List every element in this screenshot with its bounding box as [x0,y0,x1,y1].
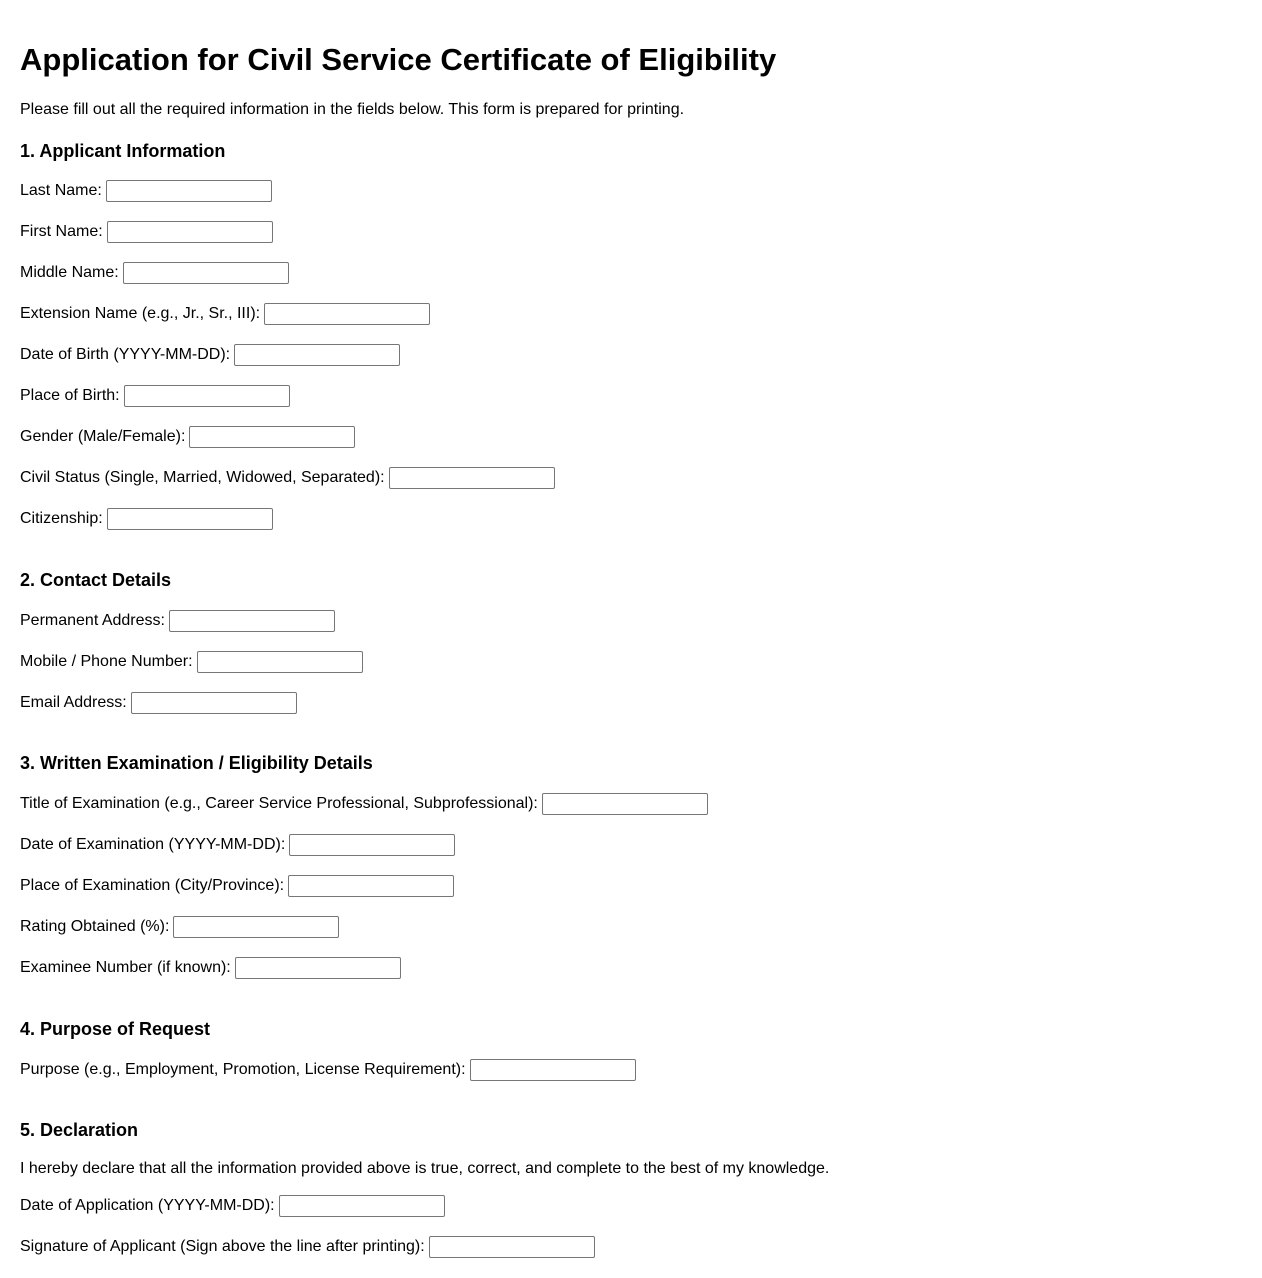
section-heading-applicant: 1. Applicant Information [20,141,226,161]
application-date-input[interactable] [279,1195,445,1217]
field-row-extension-name [20,303,430,325]
field-row-date-of-birth [20,344,400,366]
field-row-mobile-phone [20,651,363,673]
section-heading-examination: 3. Written Examination / Eligibility Details [20,753,373,773]
permanent-address-label: Permanent Address: [20,612,165,629]
field-row-email [20,692,297,714]
exam-title-label: Title of Examination (e.g., Career Service Professional, Subprofessional): [20,795,538,812]
citizenship-input[interactable] [107,508,273,530]
field-row-exam-date [20,834,455,856]
form-instructions: Please fill out all the required information in the fields below. This form is prepared for printing. [20,101,685,118]
exam-title-input[interactable] [542,793,708,815]
place-of-birth-input[interactable] [124,385,290,407]
section-heading-contact: 2. Contact Details [20,570,172,590]
first-name-label: First Name: [20,223,103,240]
purpose-label: Purpose (e.g., Employment, Promotion, License Requirement): [20,1061,466,1078]
date-of-birth-label: Date of Birth (YYYY-MM-DD): [20,346,231,363]
rating-input[interactable] [173,916,339,938]
last-name-label: Last Name: [20,182,102,199]
declaration-statement: I hereby declare that all the information provided above is true, correct, and complete to the best of my knowledge. [20,1160,830,1177]
gender-input[interactable] [189,426,355,448]
application-date-label: Date of Application (YYYY-MM-DD): [20,1197,275,1214]
page-title: Application for Civil Service Certificate of Eligibility [20,42,777,77]
citizenship-label: Citizenship: [20,510,103,527]
extension-name-input[interactable] [264,303,430,325]
field-row-examinee-number [20,957,401,979]
field-row-permanent-address [20,610,335,632]
section-heading-declaration: 5. Declaration [20,1120,139,1140]
middle-name-input[interactable] [123,262,289,284]
date-of-birth-input[interactable] [234,344,400,366]
field-row-application-date [20,1195,445,1217]
first-name-input[interactable] [107,221,273,243]
permanent-address-input[interactable] [169,610,335,632]
mobile-phone-label: Mobile / Phone Number: [20,653,193,670]
civil-status-input[interactable] [389,467,555,489]
field-row-last-name [20,180,272,202]
civil-status-label: Civil Status (Single, Married, Widowed, Separated): [20,469,385,486]
section-heading-purpose: 4. Purpose of Request [20,1019,211,1039]
field-row-place-of-birth [20,385,290,407]
signature-input[interactable] [429,1236,595,1258]
field-row-first-name [20,221,273,243]
field-row-gender [20,426,355,448]
field-row-purpose [20,1059,636,1081]
rating-label: Rating Obtained (%): [20,918,170,935]
field-row-citizenship [20,508,273,530]
gender-label: Gender (Male/Female): [20,428,186,445]
field-row-rating [20,916,339,938]
exam-date-label: Date of Examination (YYYY-MM-DD): [20,836,286,853]
examinee-number-input[interactable] [235,957,401,979]
field-row-signature [20,1236,595,1258]
exam-place-input[interactable] [288,875,454,897]
field-row-exam-place [20,875,454,897]
last-name-input[interactable] [106,180,272,202]
field-row-middle-name [20,262,289,284]
field-row-civil-status [20,467,555,489]
mobile-phone-input[interactable] [197,651,363,673]
middle-name-label: Middle Name: [20,264,119,281]
extension-name-label: Extension Name (e.g., Jr., Sr., III): [20,305,261,322]
email-label: Email Address: [20,694,127,711]
examinee-number-label: Examinee Number (if known): [20,959,231,976]
place-of-birth-label: Place of Birth: [20,387,120,404]
email-input[interactable] [131,692,297,714]
signature-label: Signature of Applicant (Sign above the line after printing): [20,1238,425,1255]
field-row-exam-title [20,793,708,815]
exam-date-input[interactable] [289,834,455,856]
purpose-input[interactable] [470,1059,636,1081]
exam-place-label: Place of Examination (City/Province): [20,877,285,894]
